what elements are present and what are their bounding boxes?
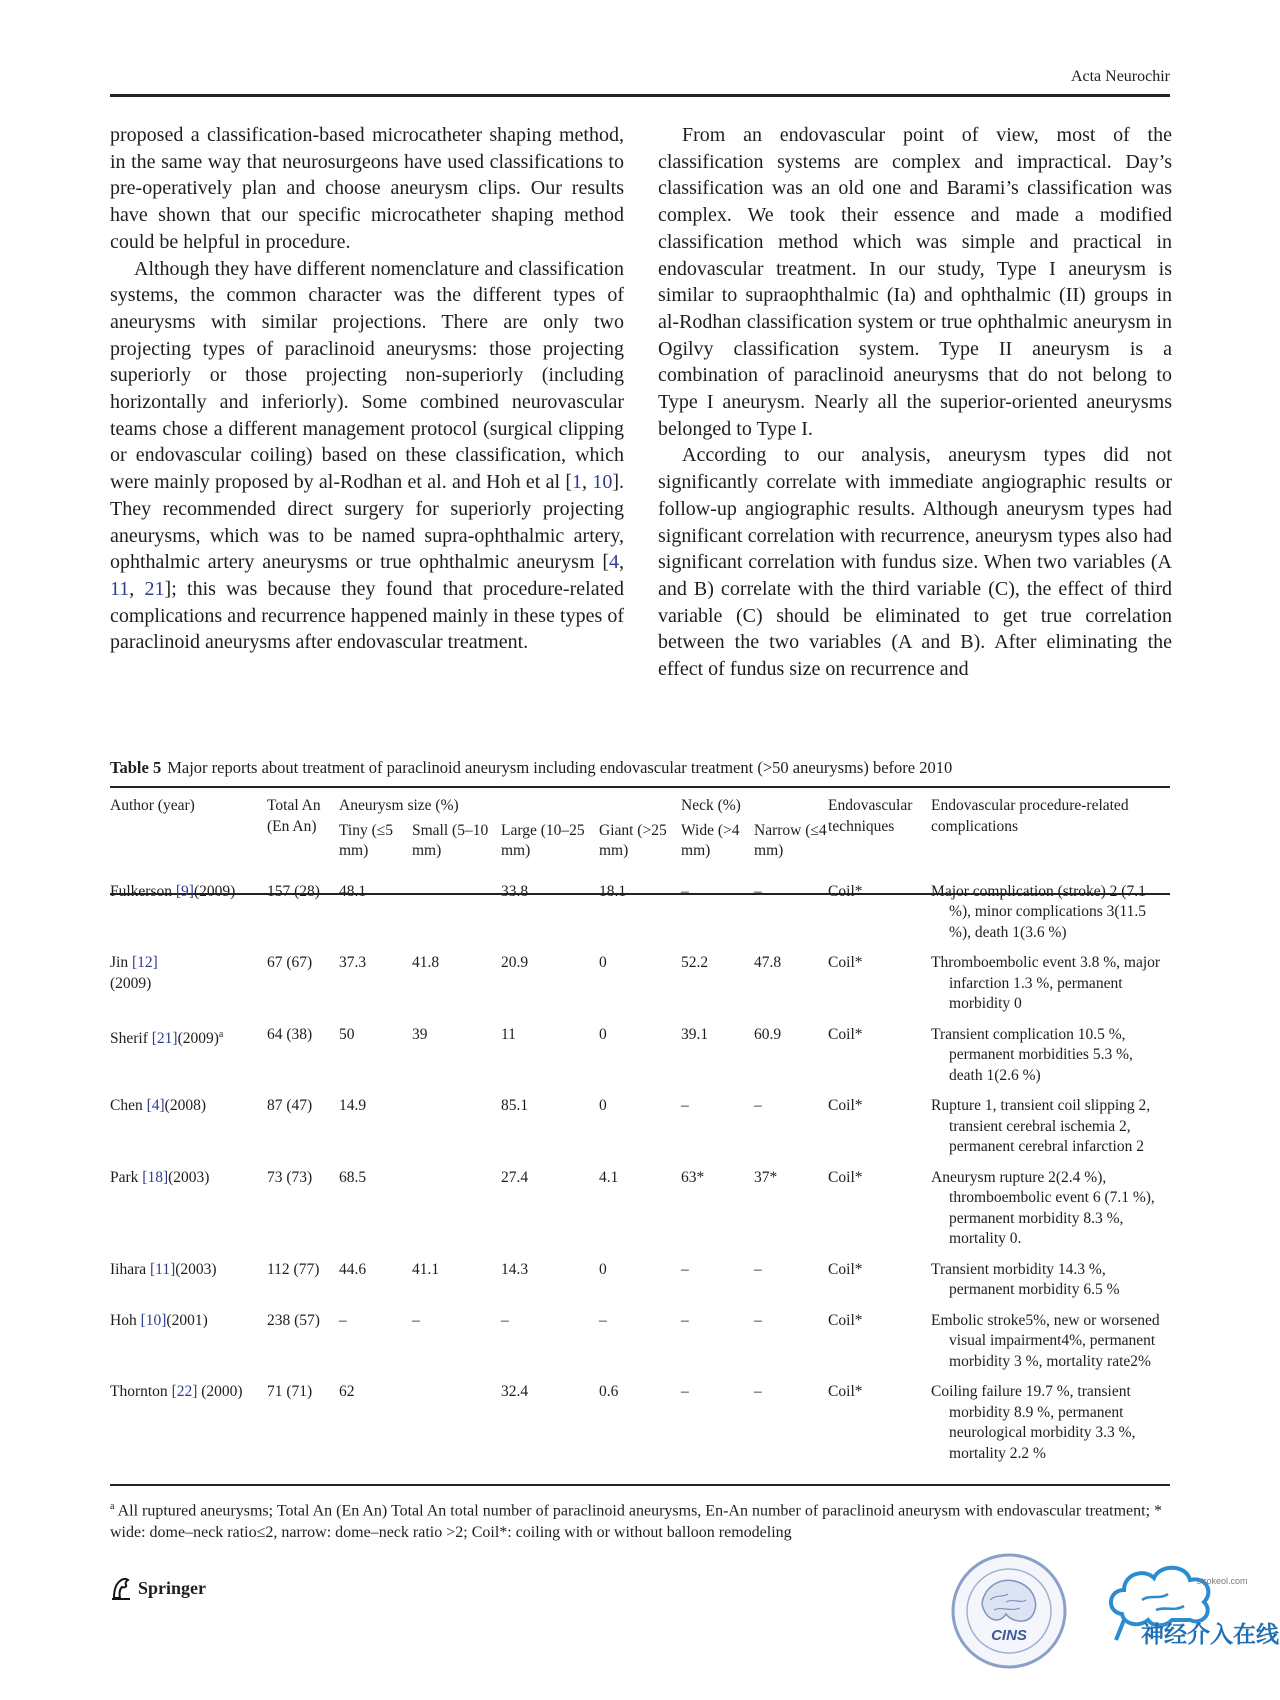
cell-wide: – — [681, 1383, 689, 1400]
header-narrow: Narrow (≤4 mm) — [754, 821, 827, 859]
cell-tiny: 62 — [339, 1383, 355, 1400]
cell-technique: Coil* — [828, 1260, 863, 1278]
header-large: Large (10–25 mm) — [501, 821, 585, 859]
cell-large: – — [501, 1311, 509, 1329]
cell-author: Jin [12] (2009) — [110, 954, 158, 992]
citation-link[interactable]: 10 — [592, 471, 613, 494]
header-neck: Neck (%) — [681, 797, 741, 814]
cell-large: 20.9 — [501, 954, 529, 971]
cell-giant: 0 — [599, 1097, 607, 1114]
citation-link[interactable]: [22] — [171, 1383, 198, 1400]
cell-complications: Aneurysm rupture 2(2.4 %), thromboembolic event 6 (7.1 %), permanent morbidity 8.3 %, mortality 0. — [931, 1168, 1155, 1247]
table-label: Table 5 — [110, 758, 162, 777]
cell-complications: Rupture 1, transient coil slipping 2, transient cerebral ischemia 2, permanent cerebral infarction 2 — [931, 1097, 1151, 1155]
svg-text:神经介入在线: 神经介入在线 — [1141, 1622, 1279, 1648]
cell-tiny: 50 — [339, 1025, 355, 1043]
citation-link[interactable]: [18] — [142, 1168, 169, 1186]
citation-link[interactable]: 11 — [110, 577, 130, 600]
cell-complications: Embolic stroke5%, new or worsened visual impairment4%, permanent morbidity 3 %, mortality rate2% — [931, 1311, 1160, 1370]
cell-total: 157 (28) — [267, 882, 320, 900]
cell-narrow: 60.9 — [754, 1025, 782, 1043]
cell-narrow: – — [754, 1383, 762, 1400]
table-row — [110, 1250, 1170, 1301]
right-column — [658, 122, 1172, 683]
table-row — [110, 943, 1170, 1015]
cell-wide: 52.2 — [681, 954, 709, 971]
cell-tiny: – — [339, 1311, 347, 1329]
reports-table — [110, 796, 1170, 1464]
cell-technique: Coil* — [828, 1097, 863, 1114]
cell-small — [412, 866, 501, 944]
table-row — [110, 1015, 1170, 1087]
footnote-marker: a — [110, 1501, 115, 1512]
cell-narrow: – — [754, 1311, 762, 1329]
cell-complications: Thromboembolic event 3.8 %, major infarction 1.3 %, permanent morbidity 0 — [931, 954, 1161, 1012]
cell-narrow: 47.8 — [754, 954, 782, 971]
cell-giant: – — [599, 1311, 607, 1329]
cell-tiny: 68.5 — [339, 1168, 367, 1186]
left-column — [110, 122, 624, 656]
cell-technique: Coil* — [828, 1168, 863, 1186]
citation-link[interactable]: 21 — [144, 577, 165, 600]
cell-small — [412, 1372, 501, 1464]
citation-link[interactable]: [9] — [175, 882, 194, 900]
header-complications: Endovascular procedure-related complications — [931, 797, 1129, 835]
cell-narrow: – — [754, 1260, 762, 1278]
cell-large: 32.4 — [501, 1383, 529, 1400]
header-total: Total An (En An) — [267, 797, 321, 835]
cell-complications: Major complication (stroke) 2 (7.1 %), minor complications 3(11.5 %), death 1(3.6 %) — [931, 882, 1147, 941]
header-rule — [110, 94, 1170, 97]
citation-link[interactable]: 4 — [609, 551, 619, 574]
cell-wide: 63* — [681, 1168, 705, 1186]
header-techniques: Endovascular techniques — [828, 797, 913, 835]
cell-small — [412, 1086, 501, 1158]
cell-wide: – — [681, 1097, 689, 1114]
cell-author: Fulkerson [9](2009) — [110, 882, 236, 900]
table-row — [110, 1158, 1170, 1250]
cell-giant: 18.1 — [599, 882, 627, 900]
cell-total: 71 (71) — [267, 1383, 313, 1400]
cell-small: – — [412, 1311, 420, 1329]
cell-narrow: 37* — [754, 1168, 778, 1186]
cell-total: 87 (47) — [267, 1097, 313, 1114]
cell-wide: – — [681, 1311, 689, 1329]
header-tiny: Tiny (≤5 mm) — [339, 821, 394, 859]
cell-large: 27.4 — [501, 1168, 529, 1186]
cell-author: Sherif $[21](2009)^a$ — [110, 1028, 224, 1047]
cell-wide: – — [681, 1260, 689, 1278]
cell-wide: – — [681, 882, 689, 900]
cell-large: 14.3 — [501, 1260, 529, 1278]
citation-link[interactable]: [12] — [131, 954, 158, 971]
header-wide: Wide (>4 mm) — [681, 821, 740, 859]
table-footnote: $^a$ All ruptured aneurysms; Total An (En An) Total An total number of paraclinoid aneurysms, En-An number of paraclinoid aneurysm with endovascular treatment; * wide: dome–neck ratio≤2, narrow: dome–neck ratio >2; Coil*: coiling with or without balloon remodeling — [110, 1501, 1163, 1541]
cell-large: 11 — [501, 1025, 516, 1043]
table-row — [110, 1301, 1170, 1373]
right-paragraph-2: According to our analysis, aneurysm types did not significantly correlate with immediate angiographic results or follow-up angiographic results. Although aneurysm types had significant correlation with recurrence, aneurysm types also had significant correlation with fundus size. When two variables (A and B) correlate with the third variable (C), the effect of third variable (C) should be eliminated to get true correlation between the two variables (A and B). After eliminating the effect of fundus size on recurrence and — [658, 444, 1172, 681]
cell-giant: 0 — [599, 1260, 607, 1278]
cell-technique: Coil* — [828, 1311, 863, 1329]
cins-seal-logo — [950, 1552, 1068, 1675]
cell-wide: 39.1 — [681, 1025, 709, 1043]
citation-link[interactable]: [4] — [146, 1097, 165, 1114]
cell-small: 41.1 — [412, 1260, 440, 1278]
header-giant: Giant (>25 mm) — [599, 821, 667, 859]
cell-author: Iihara [11](2003) — [110, 1260, 217, 1278]
table-top-rule — [110, 786, 1170, 788]
header-author: Author (year) — [110, 797, 195, 814]
cell-total: 238 (57) — [267, 1311, 320, 1329]
table-bottom-rule — [110, 1484, 1170, 1486]
footnote-marker: a — [218, 1028, 224, 1040]
right-paragraph-1: From an endovascular point of view, most of the classification systems are complex and impractical. Day’s classification was an old one and Barami’s classification was complex. We took their essence and made a modified classification method which was simple and practical in endovascular treatment. In our study, Type I aneurysm is similar to supraophthalmic (Ia) and ophthalmic (II) groups in al-Rodhan classification system or true ophthalmic aneurysm in Ogilvy classification system. Type II aneurysm is a combination of paraclinoid aneurysms that do not belong to Type I aneurysm. Nearly all the superior-oriented aneurysms belonged to Type I. — [658, 124, 1172, 440]
cell-complications: Coiling failure 19.7 %, transient morbidity 8.9 %, permanent neurological morbidity 3.3 %, mortality 2.2 % — [931, 1383, 1136, 1462]
cell-tiny: 37.3 — [339, 954, 367, 971]
cell-small — [412, 1158, 501, 1250]
table-row — [110, 1372, 1170, 1464]
cell-giant: 4.1 — [599, 1168, 619, 1186]
header-small: Small (5–10 mm) — [412, 821, 489, 859]
cell-large: 33.8 — [501, 882, 529, 900]
svg-text:strokeol.com: strokeol.com — [1196, 1576, 1248, 1586]
cell-total: 112 (77) — [267, 1260, 320, 1278]
cell-complications: Transient morbidity 14.3 %, permanent morbidity 6.5 % — [931, 1260, 1120, 1298]
cell-technique: Coil* — [828, 1025, 863, 1043]
cell-tiny: 44.6 — [339, 1260, 367, 1278]
table-caption: Table 5 Major reports about treatment of paraclinoid aneurysm including endovascular treatment (>50 aneurysms) before 2010 — [110, 758, 953, 777]
springer-horse-icon — [110, 1576, 132, 1600]
cell-technique: Coil* — [828, 882, 863, 900]
running-header-journal: Acta Neurochir — [1070, 68, 1170, 85]
table-row — [110, 1086, 1170, 1158]
cell-giant: 0 — [599, 954, 607, 971]
cell-narrow: – — [754, 1097, 762, 1114]
cell-total: 73 (73) — [267, 1168, 313, 1186]
left-paragraph-2: Although they have different nomenclature and classification systems, the common character was the different types of aneurysms with similar projections. There are only two projecting types of paraclinoid aneurysms: those projecting superiorly or those projecting non-superiorly (including horizontally and inferiorly). Some combined neurovascular teams chose a different management protocol (surgical clipping or endovascular coiling) based on these classification, which were mainly proposed by al-Rodhan et al. and Hoh et al [1, 10]. They recommended direct surgery for superiorly projecting aneurysms, which was to be named supra-ophthalmic artery, ophthalmic artery aneurysms or true ophthalmic aneurysm [4, 11, 21]; this was because they found that procedure-related complications and recurrence happened mainly in these types of paraclinoid aneurysms after endovascular treatment. — [110, 257, 625, 654]
citation-link[interactable]: [10] — [140, 1311, 167, 1329]
cins-seal-icon — [950, 1552, 1068, 1670]
springer-logo: Springer — [110, 1576, 206, 1600]
cell-total: 67 (67) — [267, 954, 313, 971]
cell-large: 85.1 — [501, 1097, 529, 1114]
cell-complications: Transient complication 10.5 %, permanent morbidities 5.3 %, death 1(2.6 %) — [931, 1025, 1133, 1084]
cell-total: 64 (38) — [267, 1025, 313, 1043]
cell-author: Thornton [22] (2000) — [110, 1383, 243, 1400]
strokeol-logo — [1102, 1556, 1280, 1653]
cell-small: 41.8 — [412, 954, 440, 971]
cell-technique: Coil* — [828, 954, 863, 971]
header-aneurysm-size: Aneurysm size (%) — [339, 797, 459, 814]
cell-narrow: – — [754, 882, 762, 900]
citation-link[interactable]: 1 — [572, 471, 583, 494]
citation-link[interactable]: [21] — [151, 1029, 178, 1047]
brain-cloud-icon — [1102, 1556, 1280, 1648]
svg-text:CINS: CINS — [991, 1627, 1027, 1644]
cell-giant: 0 — [599, 1025, 607, 1043]
table-row — [110, 866, 1170, 944]
cell-author: Hoh [10](2001) — [110, 1311, 208, 1329]
cell-small: 39 — [412, 1025, 428, 1043]
cell-author: Park [18](2003) — [110, 1168, 210, 1186]
cell-tiny: 48.1 — [339, 882, 367, 900]
left-paragraph-1: proposed a classification-based microcatheter shaping method, in the same way that neurosurgeons have used classifications to pre-operatively plan and choose aneurysm clips. Our results have shown that our specific microcatheter shaping method could be helpful in procedure. — [110, 124, 624, 253]
citation-link[interactable]: [11] — [150, 1260, 176, 1278]
cell-giant: 0.6 — [599, 1383, 619, 1400]
cell-tiny: 14.9 — [339, 1097, 367, 1114]
cell-author: Chen [4](2008) — [110, 1097, 206, 1114]
cell-technique: Coil* — [828, 1383, 863, 1400]
